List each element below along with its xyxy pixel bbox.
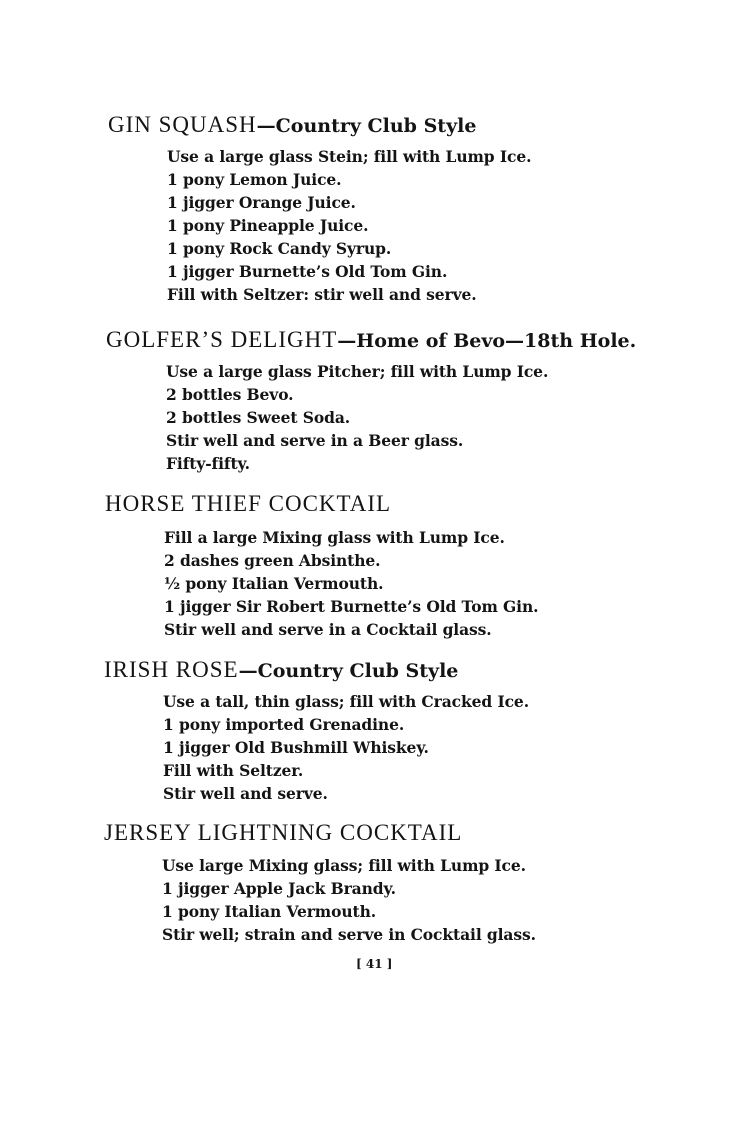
recipe-title bbox=[104, 820, 462, 846]
instruction-line: Use a large glass Pitcher; fill with Lump Ice. bbox=[166, 362, 549, 381]
recipe-title bbox=[106, 327, 636, 353]
recipe-name: HORSE THIEF COCKTAIL bbox=[105, 491, 392, 516]
instruction-line: Use large Mixing glass; fill with Lump Ice. bbox=[162, 856, 526, 875]
recipe-instructions bbox=[164, 526, 538, 641]
instruction-line: 1 pony Pineapple Juice. bbox=[167, 216, 369, 235]
recipe-subtitle: —Country Club Style bbox=[256, 115, 477, 137]
recipe-subtitle: —Home of Bevo—18th Hole. bbox=[337, 330, 637, 352]
instruction-line: Use a tall, thin glass; fill with Cracked Ice. bbox=[163, 692, 529, 711]
instruction-line: Use a large glass Stein; fill with Lump Ice. bbox=[167, 147, 532, 166]
recipe-name: GIN SQUASH bbox=[108, 112, 257, 137]
instruction-line: 1 pony imported Grenadine. bbox=[163, 715, 405, 734]
recipe-name: IRISH ROSE bbox=[104, 657, 239, 682]
recipe-name: GOLFER’S DELIGHT bbox=[106, 327, 338, 352]
instruction-line: 1 pony Italian Vermouth. bbox=[162, 902, 377, 921]
instruction-line: 2 dashes green Absinthe. bbox=[164, 551, 381, 570]
instruction-line: 1 jigger Old Bushmill Whiskey. bbox=[163, 738, 429, 757]
instruction-line: 1 pony Lemon Juice. bbox=[167, 170, 342, 189]
recipe-title bbox=[108, 112, 476, 138]
instruction-line: 1 pony Rock Candy Syrup. bbox=[167, 239, 392, 258]
instruction-line: Stir well and serve. bbox=[163, 784, 328, 803]
instruction-line: Fill a large Mixing glass with Lump Ice. bbox=[164, 528, 505, 547]
recipe-name: JERSEY LIGHTNING COCKTAIL bbox=[104, 820, 463, 845]
page-number: [ 41 ] bbox=[356, 957, 393, 971]
instruction-line: Stir well and serve in a Beer glass. bbox=[166, 431, 464, 450]
instruction-line: 1 jigger Orange Juice. bbox=[167, 193, 356, 212]
instruction-line: ½ pony Italian Vermouth. bbox=[164, 574, 384, 593]
recipe-instructions bbox=[162, 854, 536, 946]
recipe-title bbox=[105, 491, 391, 517]
recipe-subtitle: —Country Club Style bbox=[238, 660, 459, 682]
instruction-line: Stir well; strain and serve in Cocktail glass. bbox=[162, 925, 536, 944]
recipe-title bbox=[104, 657, 458, 683]
instruction-line: Fill with Seltzer: stir well and serve. bbox=[167, 285, 477, 304]
instruction-line: 1 jigger Burnette’s Old Tom Gin. bbox=[167, 262, 448, 281]
recipe-instructions bbox=[167, 145, 531, 306]
instruction-line: Fifty-fifty. bbox=[166, 454, 250, 473]
recipe-instructions bbox=[166, 360, 548, 475]
instruction-line: Stir well and serve in a Cocktail glass. bbox=[164, 620, 492, 639]
instruction-line: 2 bottles Bevo. bbox=[166, 385, 294, 404]
instruction-line: Fill with Seltzer. bbox=[163, 761, 304, 780]
instruction-line: 1 jigger Sir Robert Burnette’s Old Tom Gin. bbox=[164, 597, 539, 616]
recipe-instructions bbox=[163, 690, 529, 805]
instruction-line: 1 jigger Apple Jack Brandy. bbox=[162, 879, 396, 898]
instruction-line: 2 bottles Sweet Soda. bbox=[166, 408, 351, 427]
